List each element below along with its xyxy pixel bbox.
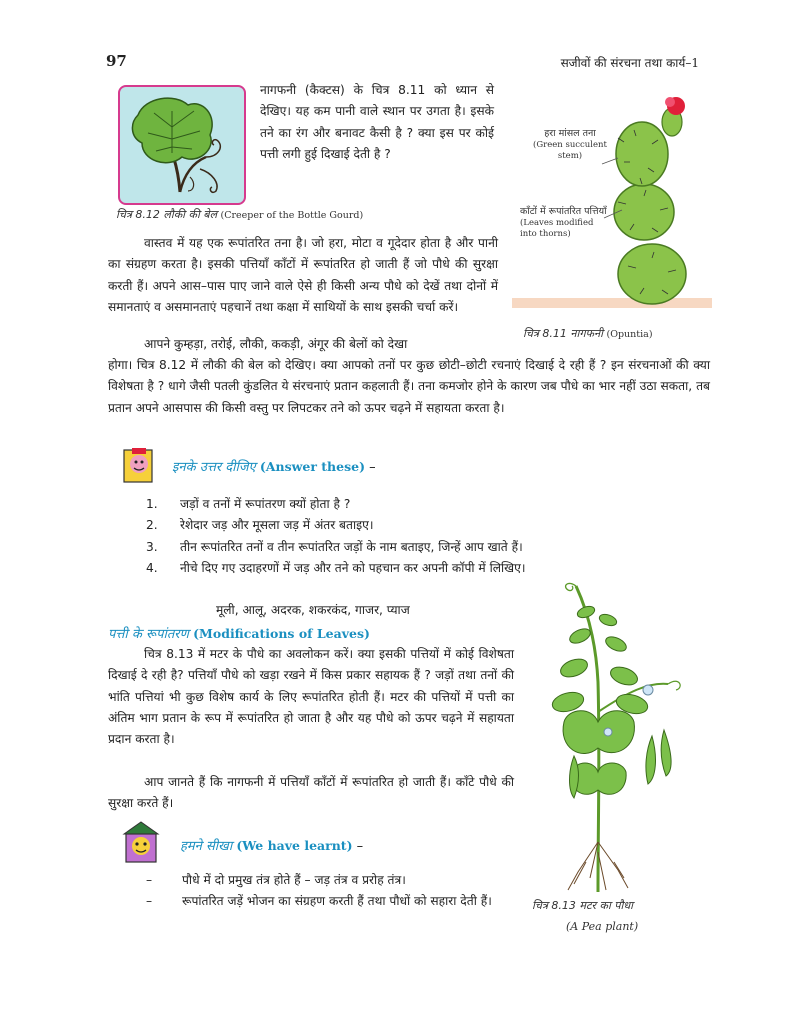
paragraph-modified-stem: वास्तव में यह एक रूपांतरित तना है। जो हरा, मोटा व गूदेदार होता है और पानी का संग्रहण करता है। इसकी पत्तियाँ काँटों में रूपांतरित हो जाती हैं जो पौधे की सुरक्षा करती हैं। अपने आस–पास पाए जाने वाले ऐसे ही किसी अन्य पौधे को देखें तथा दोनों में समानताएं व असमानताएं पहचानें तथा कक्षा में साथियों के साथ इसकी चर्चा करें। <box>108 236 498 314</box>
figure-8-13-caption-english: (A Pea plant) <box>566 920 639 933</box>
question-item <box>146 494 516 515</box>
heading-dash: – <box>356 839 364 854</box>
examples-list: मूली, आलू, अदरक, शकरकंद, गाजर, प्याज <box>216 603 410 617</box>
intro-paragraph: नागफनी (कैक्टस) के चित्र 8.11 को ध्यान से देखिए। यह कम पानी वाले स्थान पर उगता है। इसके तने का रंग और बनावट कैसी है ? क्या इस पर कोई पत्ती लगी हुई दिखाई देती है ? <box>260 83 494 161</box>
question-number: 2. <box>146 518 158 533</box>
heading-english: (Modifications of Leaves) <box>193 626 370 641</box>
pea-plant-illustration <box>528 572 708 898</box>
label-green-succulent-stem <box>522 128 618 162</box>
heading-english: (We have learnt) <box>236 838 353 853</box>
question-number: 4. <box>146 560 158 575</box>
question-number: 1. <box>146 497 158 511</box>
label-stem-hindi: हरा मांसल तना <box>544 128 596 139</box>
we-have-learnt-heading <box>180 836 363 854</box>
label-stem-english: (Green succulent stem) <box>533 140 607 161</box>
question-item <box>146 558 550 579</box>
question-text: तीन रूपांतरित तनों व तीन रूपांतरित जड़ों के नाम बताइए, जिन्हें आप खाते हैं। <box>180 539 523 554</box>
bullet-dash: – <box>146 894 153 909</box>
label-thorn-hindi: काँटों में रूपांतरित पत्तियाँ <box>520 206 607 217</box>
bullet-dash: – <box>146 873 153 887</box>
heading-dash: – <box>369 460 376 475</box>
learnt-item <box>146 891 514 912</box>
figure-8-13-caption-hindi: चित्र 8.13 मटर का पौधा <box>532 899 634 912</box>
we-have-learnt-icon <box>120 820 162 864</box>
paragraph-creepers-rest: होगा। चित्र 8.12 में लौकी की बेल को देखिए। क्या आपको तनों पर कुछ छोटी–छोटी रचनाएं दिखाई दे रही हैं ? इन संरचनाओं की क्या विशेषता है ? धागे जैसी पतली कुंडलित ये संरचनाएं प्रतान कहलाती हैं। तना कमजोर होने के कारण जब पौधे का भार नहीं उठा सकता, तब प्रतान अपने आसपास की किसी वस्तु पर लिपटकर तने को ऊपर चढ़ने में सहायता करता है। <box>108 358 710 415</box>
question-item <box>146 537 720 558</box>
caption-english: (Opuntia) <box>606 329 653 340</box>
figure-bottle-gourd <box>118 85 246 205</box>
question-list <box>146 494 526 579</box>
heading-hindi: पत्ती के रूपांतरण <box>108 627 189 642</box>
caption-hindi: चित्र 8.11 नागफनी <box>523 327 603 340</box>
page-number: 97 <box>106 52 127 70</box>
answer-these-icon <box>122 446 156 484</box>
label-leaves-into-thorns <box>520 206 612 240</box>
heading-hindi: इनके उत्तर दीजिए <box>172 460 256 475</box>
learnt-list <box>146 870 514 913</box>
leaves-paragraph-1: चित्र 8.13 में मटर के पौधे का अवलोकन करें। क्या इसकी पत्तियों में कोई विशेषता दिखाई दे रही है? पत्तियाँ पौधे को खड़ा रखने में किस प्रकार सहायक हैं ? जड़ों तथा तनों की भांति पत्तियां भी कुछ विशेष कार्य के लिए रूपांतरित होती हैं। मटर की पत्तियों में पत्ती का अंतिम भाग प्रतान के रूप में रूपांतरित हो जाता है और यह पौधे को ऊपर चढ़ने में सहायता प्रदान करता है। <box>108 647 514 747</box>
caption-hindi: चित्र 8.12 लौकी की बेल <box>116 208 218 221</box>
label-thorn-english: (Leaves modified into thorns) <box>520 218 594 239</box>
caption-english: (Creeper of the Bottle Gourd) <box>220 210 364 221</box>
question-item <box>146 515 700 536</box>
learnt-text: रूपांतरित जड़ें भोजन का संग्रहण करती हैं तथा पौधों को सहारा देती हैं। <box>182 894 492 909</box>
heading-english: (Answer these) <box>259 459 365 474</box>
figure-8-12-caption <box>116 207 363 222</box>
paragraph-creepers-start: आपने कुम्हड़ा, तरोई, लौकी, ककड़ी, अंगूर की बेलों को देखा <box>144 337 408 351</box>
figure-8-11-caption <box>523 326 653 341</box>
question-text: नीचे दिए गए उदाहरणों में जड़ और तने को पहचान कर अपनी कॉपी में लिखिए। <box>180 560 526 575</box>
leaves-section-heading <box>108 624 370 642</box>
leaves-paragraph-2: आप जानते हैं कि नागफनी में पत्तियाँ काँटों में रूपांतरित हो जाती हैं। काँटे पौधे की सुरक्षा करते हैं। <box>108 775 514 811</box>
answer-these-heading <box>172 457 376 475</box>
heading-hindi: हमने सीखा <box>180 839 233 854</box>
bottle-gourd-illustration <box>120 87 244 203</box>
question-text: जड़ों व तनों में रूपांतरण क्यों होता है ? <box>180 497 351 511</box>
learnt-text: पौधे में दो प्रमुख तंत्र होते हैं – जड़ तंत्र व प्ररोह तंत्र। <box>182 873 406 887</box>
question-text: रेशेदार जड़ और मूसला जड़ में अंतर बताइए। <box>180 518 374 533</box>
question-number: 3. <box>146 539 158 554</box>
figure-pea-plant <box>528 572 708 898</box>
running-title: सजीवों की संरचना तथा कार्य–1 <box>560 56 699 70</box>
learnt-item <box>146 870 514 891</box>
